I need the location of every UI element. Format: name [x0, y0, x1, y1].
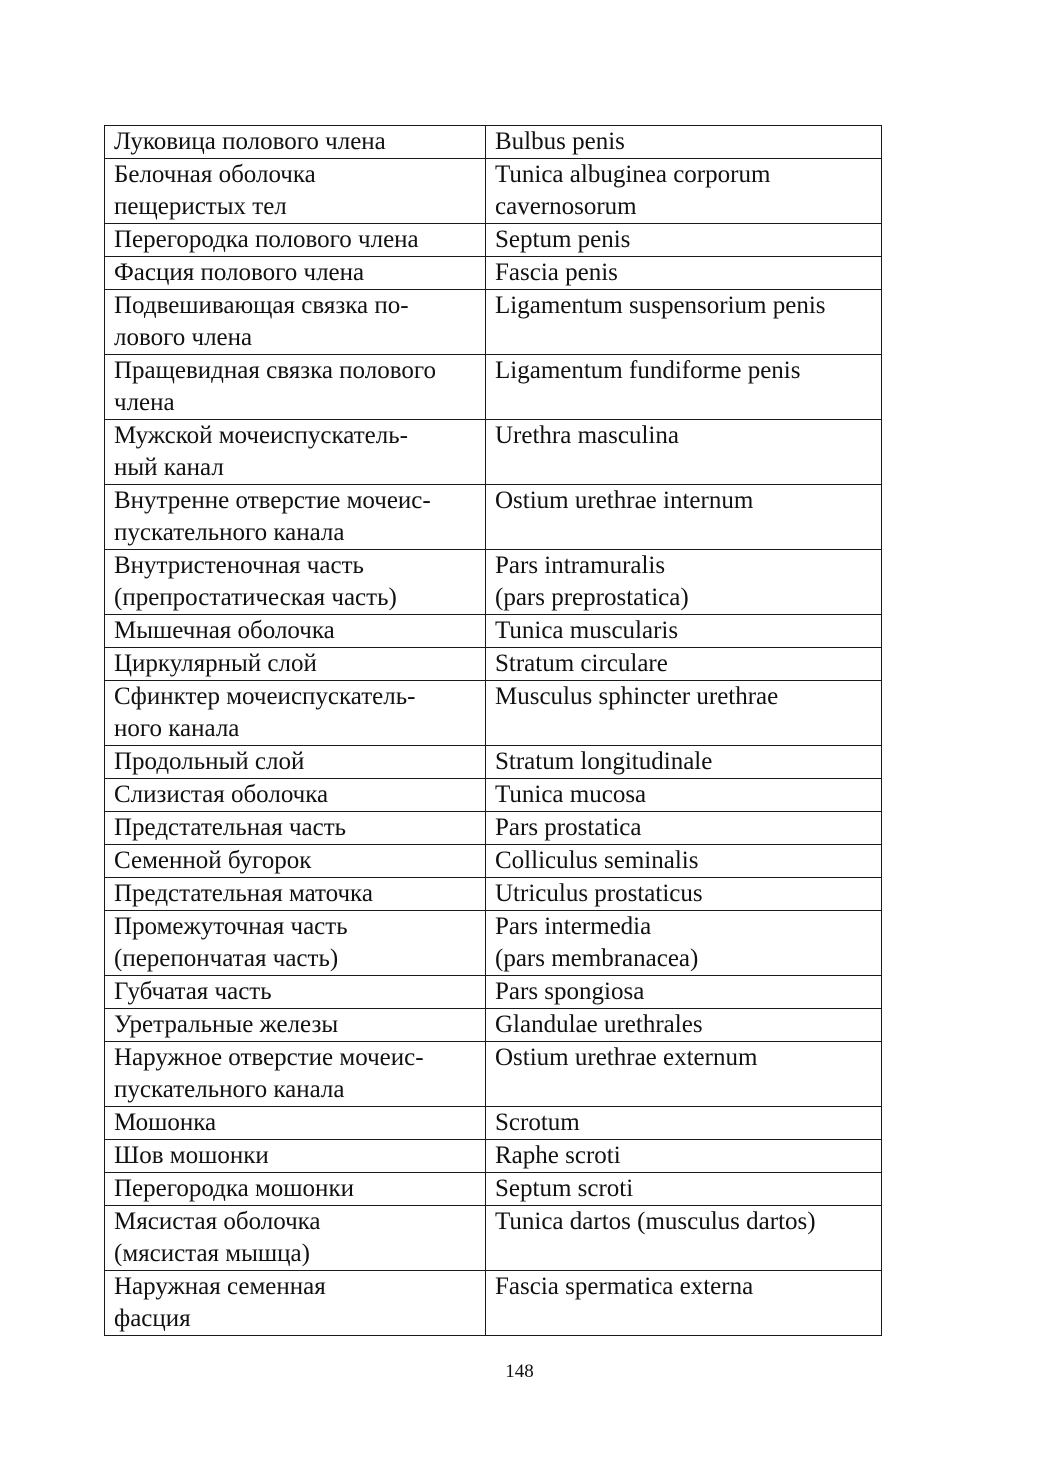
table-row — [105, 615, 882, 648]
russian-term-cell: Мясистая оболочка (мясистая мышца) — [105, 1206, 486, 1271]
table-row — [105, 485, 882, 550]
russian-term-cell: Мошонка — [105, 1107, 486, 1140]
russian-term-cell: Перегородка полового члена — [105, 224, 486, 257]
table-row — [105, 845, 882, 878]
russian-term-cell: Семенной бугорок — [105, 845, 486, 878]
latin-term-cell: Tunica muscularis — [486, 615, 882, 648]
table-row — [105, 355, 882, 420]
table-row — [105, 1009, 882, 1042]
russian-term-cell: Уретральные железы — [105, 1009, 486, 1042]
table-row — [105, 1271, 882, 1336]
table-row — [105, 1206, 882, 1271]
table-row — [105, 1140, 882, 1173]
russian-term-cell: Сфинктер мочеиспускатель- ного канала — [105, 681, 486, 746]
russian-term-cell: Продольный слой — [105, 746, 486, 779]
table-row — [105, 126, 882, 159]
latin-term-cell: Stratum longitudinale — [486, 746, 882, 779]
latin-term-cell: Pars prostatica — [486, 812, 882, 845]
latin-term-cell: Ligamentum suspensorium penis — [486, 290, 882, 355]
russian-term-cell: Мышечная оболочка — [105, 615, 486, 648]
table-row — [105, 224, 882, 257]
table-row — [105, 878, 882, 911]
latin-term-cell: Septum penis — [486, 224, 882, 257]
latin-term-cell: Ligamentum fundiforme penis — [486, 355, 882, 420]
russian-term-cell: Мужской мочеиспускатель- ный канал — [105, 420, 486, 485]
russian-term-cell: Предстательная часть — [105, 812, 486, 845]
table-row — [105, 257, 882, 290]
latin-term-cell: Bulbus penis — [486, 126, 882, 159]
latin-term-cell: Septum scroti — [486, 1173, 882, 1206]
table-row — [105, 812, 882, 845]
russian-term-cell: Наружная семенная фасция — [105, 1271, 486, 1336]
latin-term-cell: Ostium urethrae internum — [486, 485, 882, 550]
latin-term-cell: Ostium urethrae externum — [486, 1042, 882, 1107]
latin-term-cell: Pars intramuralis (pars preprostatica) — [486, 550, 882, 615]
table-row — [105, 681, 882, 746]
russian-term-cell: Шов мошонки — [105, 1140, 486, 1173]
russian-term-cell: Фасция полового члена — [105, 257, 486, 290]
table-row — [105, 420, 882, 485]
latin-term-cell: Colliculus seminalis — [486, 845, 882, 878]
russian-term-cell: Наружное отверстие мочеис- пускательного канала — [105, 1042, 486, 1107]
russian-term-cell: Губчатая часть — [105, 976, 486, 1009]
russian-term-cell: Пращевидная связка полового члена — [105, 355, 486, 420]
table-row — [105, 1173, 882, 1206]
latin-term-cell: Utriculus prostaticus — [486, 878, 882, 911]
latin-term-cell: Scrotum — [486, 1107, 882, 1140]
latin-term-cell: Fascia spermatica externa — [486, 1271, 882, 1336]
page-number: 148 — [505, 1361, 534, 1382]
latin-term-cell: Tunica dartos (musculus dartos) — [486, 1206, 882, 1271]
glossary-table — [104, 125, 882, 1336]
table-row — [105, 746, 882, 779]
table-row — [105, 159, 882, 224]
russian-term-cell: Промежуточная часть (перепончатая часть) — [105, 911, 486, 976]
russian-term-cell: Внутренне отверстие мочеис- пускательного канала — [105, 485, 486, 550]
russian-term-cell: Внутристеночная часть (препростатическая часть) — [105, 550, 486, 615]
table-row — [105, 976, 882, 1009]
latin-term-cell: Urethra masculina — [486, 420, 882, 485]
table-row — [105, 550, 882, 615]
latin-term-cell: Stratum circulare — [486, 648, 882, 681]
russian-term-cell: Циркулярный слой — [105, 648, 486, 681]
table-row — [105, 648, 882, 681]
russian-term-cell: Слизистая оболочка — [105, 779, 486, 812]
russian-term-cell: Перегородка мошонки — [105, 1173, 486, 1206]
table-row — [105, 1107, 882, 1140]
latin-term-cell: Raphe scroti — [486, 1140, 882, 1173]
russian-term-cell: Подвешивающая связка по- лового члена — [105, 290, 486, 355]
glossary-table-body — [105, 126, 882, 1336]
latin-term-cell: Glandulae urethrales — [486, 1009, 882, 1042]
latin-term-cell: Musculus sphincter urethrae — [486, 681, 882, 746]
latin-term-cell: Tunica mucosa — [486, 779, 882, 812]
latin-term-cell: Pars spongiosa — [486, 976, 882, 1009]
russian-term-cell: Белочная оболочка пещеристых тел — [105, 159, 486, 224]
latin-term-cell: Tunica albuginea corporum cavernosorum — [486, 159, 882, 224]
russian-term-cell: Предстательная маточка — [105, 878, 486, 911]
table-row — [105, 779, 882, 812]
latin-term-cell: Pars intermedia (pars membranacea) — [486, 911, 882, 976]
latin-term-cell: Fascia penis — [486, 257, 882, 290]
table-row — [105, 1042, 882, 1107]
russian-term-cell: Луковица полового члена — [105, 126, 486, 159]
table-row — [105, 911, 882, 976]
table-row — [105, 290, 882, 355]
